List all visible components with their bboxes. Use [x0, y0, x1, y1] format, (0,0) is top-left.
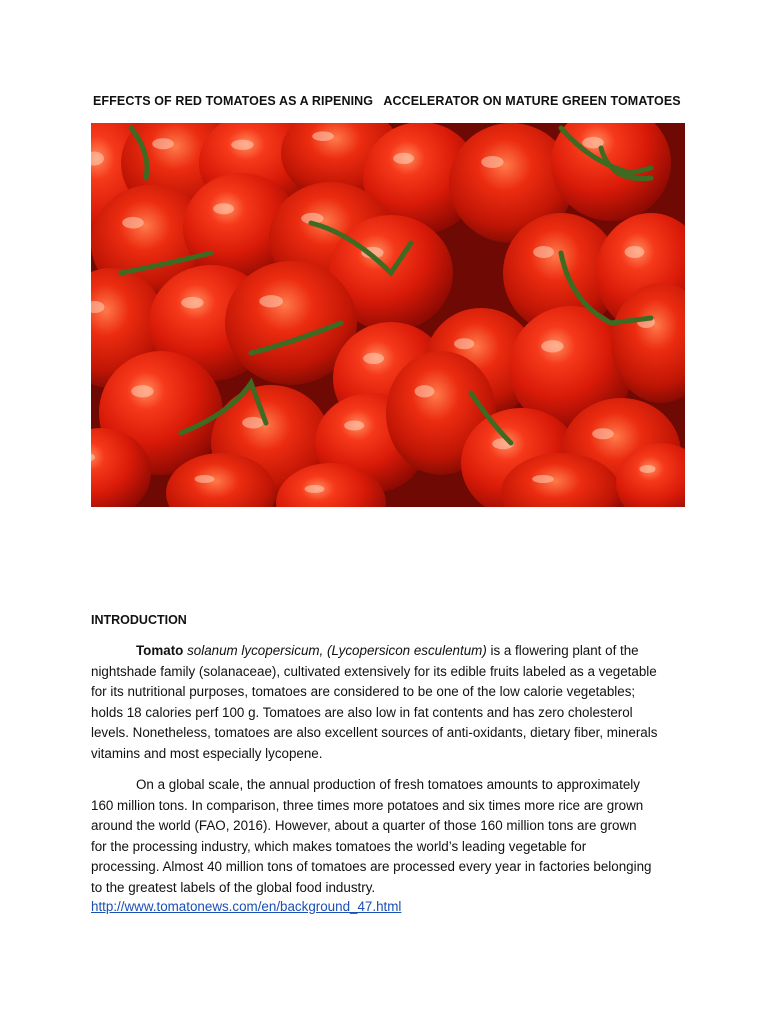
- tomato-highlight: [131, 385, 153, 397]
- paragraph-line: for its nutritional purposes, tomatoes are considered to be one of the low calorie vegetables;: [91, 684, 636, 700]
- tomato-highlight: [242, 417, 264, 429]
- tomato-highlight: [122, 217, 144, 229]
- tomato-highlight: [533, 246, 554, 258]
- tomato-highlight: [312, 131, 334, 141]
- document-title: EFFECTS OF RED TOMATOES AS A RIPENING ACCELERATOR ON MATURE GREEN TOMATOES: [93, 94, 681, 108]
- tomato-highlight: [454, 338, 474, 349]
- tomato-highlight: [213, 203, 234, 214]
- section-heading: INTRODUCTION: [91, 613, 187, 627]
- tomato-highlight: [625, 246, 645, 258]
- lead-italic-text: solanum lycopersicum, (Lycopersicon esculentum): [187, 643, 487, 658]
- paragraph-line: [91, 641, 691, 662]
- tomato-highlight: [481, 156, 503, 168]
- paragraph-line: processing. Almost 40 million tons of tomatoes are processed every year in factories belonging: [91, 859, 652, 875]
- tomato-highlight: [415, 385, 435, 397]
- line-text: is a flowering plant of the: [486, 643, 639, 658]
- paragraph-line: vitamins and most especially lycopene.: [91, 745, 323, 761]
- paragraph-line: around the world (FAO, 2016). However, about a quarter of those 160 million tons are grown: [91, 818, 637, 834]
- lead-bold-text: Tomato: [136, 643, 184, 658]
- tomato-highlight: [231, 140, 253, 150]
- tomato-highlight: [639, 465, 655, 473]
- tomato-highlight: [344, 421, 364, 431]
- tomato-highlight: [305, 485, 325, 493]
- paragraph-line: 160 million tons. In comparison, three times more potatoes and six times more rice are grown: [91, 797, 644, 813]
- paragraph-line: for the processing industry, which makes tomatoes the world’s leading vegetable for: [91, 838, 587, 854]
- paragraph-line: levels. Nonetheless, tomatoes are also excellent sources of anti-oxidants, dietary fiber, minerals: [91, 725, 658, 741]
- tomato-highlight: [592, 428, 614, 439]
- intro-paragraph-2: [91, 775, 691, 899]
- tomato-highlight: [195, 475, 215, 483]
- intro-paragraph-1: [91, 641, 691, 765]
- tomato-highlight: [393, 153, 414, 164]
- source-link[interactable]: http://www.tomatonews.com/en/background_47.html: [91, 899, 402, 914]
- tomato-highlight: [181, 297, 203, 309]
- tomato-highlight: [259, 295, 283, 307]
- tomato-highlight: [363, 353, 384, 364]
- tomato-highlight: [152, 138, 174, 149]
- paragraph-line: holds 18 calories perf 100 g. Tomatoes are also low in fat contents and has zero cholesterol: [91, 704, 633, 720]
- tomato-highlight: [541, 340, 563, 352]
- paragraph-line: to the greatest labels of the global food industry.: [91, 879, 376, 895]
- paragraph-line: nightshade family (solanaceae), cultivated extensively for its edible fruits labeled as a vegetable: [91, 663, 657, 679]
- tomatoes-photo: [91, 123, 685, 507]
- paragraph-line: On a global scale, the annual production of fresh tomatoes amounts to approximately: [136, 777, 640, 792]
- tomato-highlight: [532, 475, 554, 483]
